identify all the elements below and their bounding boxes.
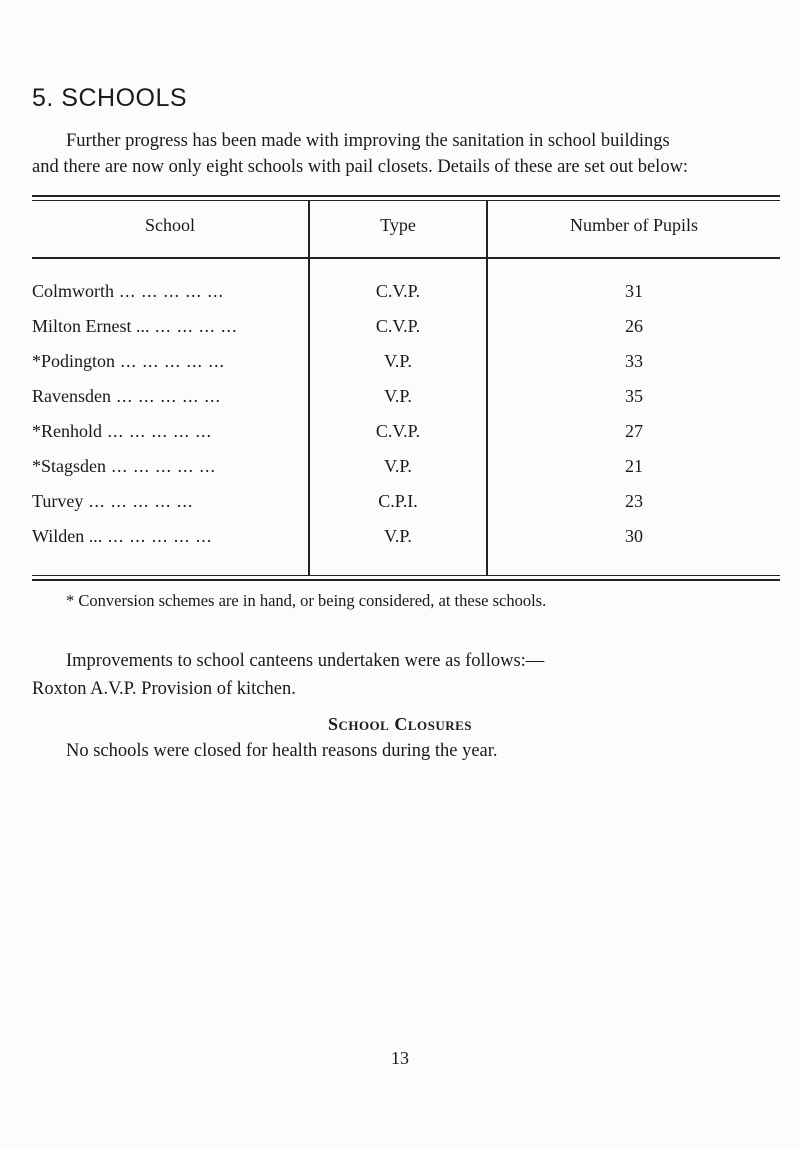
pupils-cell: 23: [625, 491, 643, 511]
leader-dots: ... ... ... ... ...: [83, 491, 194, 511]
school-name: Turvey: [32, 491, 84, 511]
canteens-paragraph: Improvements to school canteens undertaken were as follows:—: [66, 651, 545, 671]
page-number: 13: [391, 1048, 409, 1068]
table-row: [32, 456, 780, 486]
type-cell: V.P.: [384, 386, 412, 406]
pupils-cell: 27: [625, 421, 643, 441]
table-row: [32, 526, 780, 556]
section-heading: 5. SCHOOLS: [32, 84, 188, 112]
header-school: School: [144, 215, 195, 235]
type-cell: C.V.P.: [375, 316, 421, 336]
school-cell: [32, 316, 294, 337]
school-name: *Renhold: [32, 421, 102, 441]
header-type: Type: [380, 215, 416, 235]
leader-dots: ... ... ... ...: [149, 316, 238, 336]
school-name: Milton Ernest ...: [32, 316, 150, 336]
school-cell: [32, 351, 294, 372]
pupils-cell: 33: [625, 351, 643, 371]
school-cell: [32, 386, 294, 407]
leader-dots: ... ... ... ... ...: [110, 386, 221, 406]
intro-line-2: and there are now only eight schools with pail closets. Details of these are set out below:: [32, 157, 689, 177]
school-name: Ravensden: [32, 386, 111, 406]
table-bottom-rule: [32, 579, 780, 581]
intro-line-1: Further progress has been made with improving the sanitation in school buildings: [66, 131, 670, 151]
school-cell: [32, 456, 294, 477]
type-cell: C.P.I.: [378, 491, 418, 511]
closures-heading: School Closures: [327, 714, 473, 734]
leader-dots: ... ... ... ... ...: [106, 456, 216, 476]
schools-table: [32, 195, 780, 581]
closures-paragraph: No schools were closed for health reasons during the year.: [66, 741, 498, 761]
school-name: *Stagsden: [32, 456, 106, 476]
table-top-rule-inner: [32, 200, 780, 201]
table-row: [32, 281, 780, 311]
intro-paragraph: [32, 128, 778, 180]
type-cell: V.P.: [384, 351, 412, 371]
table-row: [32, 386, 780, 416]
canteens-detail: Roxton A.V.P. Provision of kitchen.: [32, 679, 296, 699]
school-cell: [32, 526, 294, 547]
pupils-cell: 31: [625, 281, 643, 301]
type-cell: V.P.: [384, 456, 412, 476]
school-cell: [32, 281, 294, 302]
pupils-cell: 35: [625, 386, 643, 406]
school-name: Colmworth: [32, 281, 115, 301]
school-name: Wilden ...: [32, 526, 103, 546]
header-pupils: Number of Pupils: [570, 215, 698, 235]
table-row: [32, 351, 780, 381]
type-cell: C.V.P.: [375, 281, 421, 301]
leader-dots: ... ... ... ... ...: [115, 351, 226, 371]
table-row: [32, 316, 780, 346]
pupils-cell: 21: [625, 456, 643, 476]
table-header-rule: [32, 257, 780, 259]
table-row: [32, 491, 780, 521]
school-cell: [32, 421, 294, 442]
table-top-rule: [32, 195, 780, 197]
pupils-cell: 26: [625, 316, 643, 336]
table-footnote: * Conversion schemes are in hand, or being considered, at these schools.: [66, 591, 547, 610]
leader-dots: ... ... ... ... ...: [102, 526, 213, 546]
table-bottom-rule-inner: [32, 575, 780, 576]
leader-dots: ... ... ... ... ...: [114, 281, 225, 301]
type-cell: V.P.: [384, 526, 412, 546]
leader-dots: ... ... ... ... ...: [102, 421, 212, 441]
pupils-cell: 30: [625, 526, 643, 546]
school-cell: [32, 491, 294, 512]
school-name: *Podington: [32, 351, 116, 371]
table-row: [32, 421, 780, 451]
type-cell: C.V.P.: [375, 421, 421, 441]
